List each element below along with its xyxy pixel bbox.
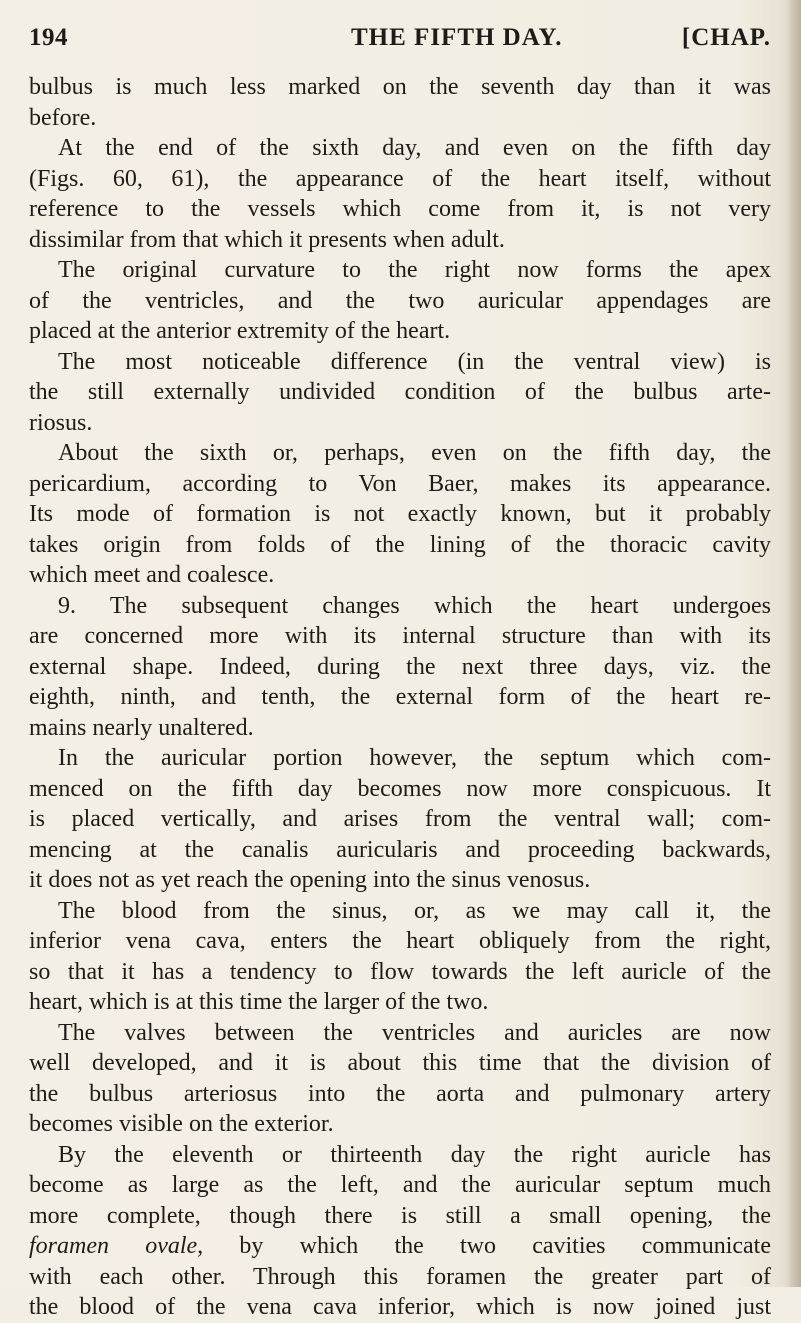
text-line: dissimilar from that which it presents when adult.: [29, 226, 505, 253]
text-line: menced on the fifth day becomes now more conspicuous. It: [29, 775, 771, 802]
page-header: [29, 24, 771, 58]
text-line: heart, which is at this time the larger of the two.: [29, 989, 489, 1015]
text-line: reference to the vessels which come from it, is not very: [29, 196, 771, 222]
text-line: are concerned more with its internal structure than with its: [29, 623, 771, 649]
text-line: The valves between the ventricles and auricles are now: [58, 1019, 771, 1046]
text-line: inferior vena cava, enters the heart obliquely from the right,: [29, 928, 771, 954]
text-line: By the eleventh or thirteenth day the right auricle has: [58, 1141, 771, 1168]
text-line: About the sixth or, perhaps, even on the fifth day, the: [58, 440, 771, 466]
text-line: bulbus is much less marked on the seventh day than it was: [29, 74, 771, 100]
text-line: The most noticeable difference (in the ventral view) is: [58, 348, 771, 375]
text-line: The original curvature to the right now forms the apex: [58, 257, 771, 283]
text-line: mencing at the canalis auricularis and proceeding backwards,: [29, 836, 771, 863]
text-line: riosus.: [29, 409, 93, 436]
text-line: placed at the anterior extremity of the heart.: [29, 318, 451, 344]
text-line: takes origin from folds of the lining of the thoracic cavity: [29, 531, 771, 558]
text-line: 9. The subsequent changes which the heart undergoes: [58, 592, 771, 619]
text-line: the still externally undivided condition of the bulbus arte-: [29, 379, 771, 405]
text-line: so that it has a tendency to flow towards the left auricle of the: [29, 958, 771, 985]
text-line: with each other. Through this foramen the greater part of: [29, 1263, 771, 1290]
text-line: the bulbus arteriosus into the aorta and pulmonary artery: [29, 1080, 771, 1107]
text-line: it does not as yet reach the opening into the sinus venosus.: [29, 867, 591, 893]
text-line: [29, 1231, 771, 1262]
text-line: becomes visible on the exterior.: [29, 1111, 334, 1137]
page-edge-shadow: [787, 0, 801, 1287]
text-segment: by which the two cavities communicate: [203, 1233, 772, 1259]
text-line: mains nearly unaltered.: [29, 714, 254, 741]
running-title: THE FIFTH DAY.: [351, 24, 563, 51]
text-line: At the end of the sixth day, and even on the fifth day: [58, 135, 771, 161]
text-line: Its mode of formation is not exactly known, but it probably: [29, 501, 771, 527]
text-line: The blood from the sinus, or, as we may call it, the: [58, 897, 771, 924]
text-line: eighth, ninth, and tenth, the external form of the heart re-: [29, 684, 771, 710]
text-line: pericardium, according to Von Baer, makes its appearance.: [29, 470, 771, 497]
body-text: [29, 72, 771, 1323]
text-line: well developed, and it is about this time that the division of: [29, 1050, 771, 1076]
italic-term: foramen ovale,: [29, 1233, 204, 1259]
text-line: become as large as the left, and the auricular septum much: [29, 1172, 771, 1198]
text-line: before.: [29, 104, 97, 131]
text-line: of the ventricles, and the two auricular appendages are: [29, 287, 771, 314]
text-line: (Figs. 60, 61), the appearance of the heart itself, without: [29, 165, 771, 192]
chapter-marker: [CHAP.: [681, 24, 771, 51]
text-line: the blood of the vena cava inferior, which is now joined just: [29, 1294, 771, 1320]
text-line: more complete, though there is still a small opening, the: [29, 1202, 771, 1229]
page-number: 194: [29, 24, 68, 51]
text-line: is placed vertically, and arises from the ventral wall; com-: [29, 806, 771, 832]
text-line: external shape. Indeed, during the next three days, viz. the: [29, 653, 771, 680]
text-line: which meet and coalesce.: [29, 562, 275, 588]
text-line: In the auricular portion however, the septum which com-: [58, 745, 771, 771]
